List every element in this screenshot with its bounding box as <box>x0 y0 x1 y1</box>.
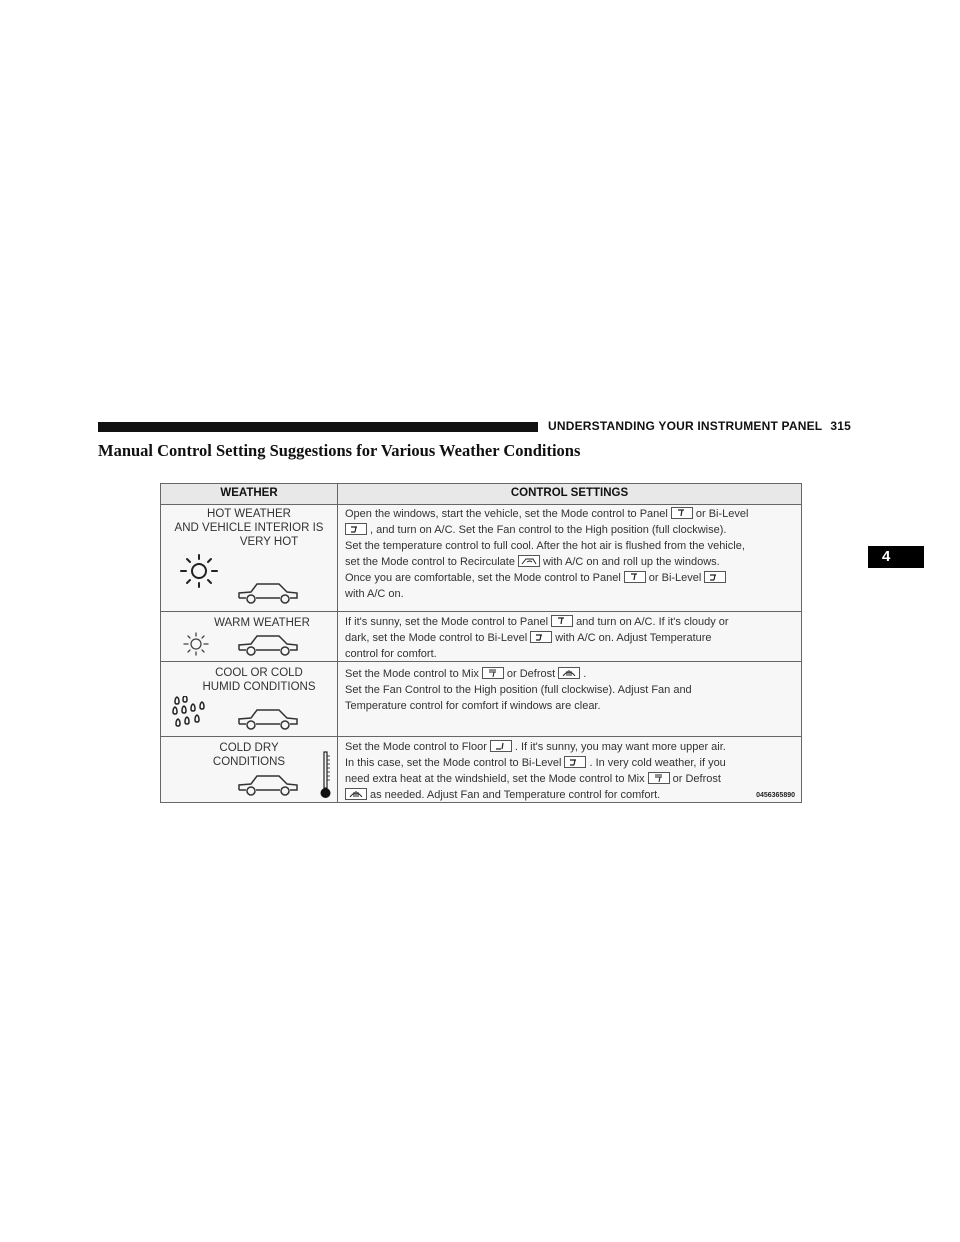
settings-hot: Open the windows, start the vehicle, set the Mode control to Panel or Bi-Level , and turn on A/C. Set the Fan control to the High position (full clockwise). Set the temperature control to full cool. After the hot air is flushed from the vehicle, set the Mode control to Recirculate with A/C on and roll up the windows. Once you are comfortable, set the Mode control to Panel or Bi-Level with A/C on. <box>345 508 749 600</box>
weather-label-hot: HOT WEATHER AND VEHICLE INTERIOR IS VERY HOT <box>174 508 324 548</box>
bilevel-mode-icon <box>345 523 367 535</box>
weather-column-header: WEATHER <box>220 487 278 499</box>
column-divider <box>337 484 338 802</box>
chapter-tab: 4 <box>868 546 924 568</box>
defrost-icon <box>558 667 580 679</box>
car-icon <box>235 772 301 798</box>
mix-mode-icon <box>482 667 504 679</box>
defrost-icon <box>345 788 367 800</box>
weather-label-cold-dry: COLD DRY CONDITIONS <box>212 742 286 768</box>
sun-icon <box>179 630 213 658</box>
weather-settings-figure <box>160 483 802 803</box>
row-divider <box>161 611 801 612</box>
figure-code: 0456365890 <box>756 792 795 799</box>
page-number: 315 <box>830 419 851 433</box>
weather-label-humid: COOL OR COLD HUMID CONDITIONS <box>202 667 316 693</box>
floor-mode-icon <box>490 740 512 752</box>
header-section: UNDERSTANDING YOUR INSTRUMENT PANEL <box>548 419 823 433</box>
panel-mode-icon <box>671 507 693 519</box>
sun-icon <box>175 552 227 592</box>
bilevel-mode-icon <box>564 756 586 768</box>
settings-warm: If it's sunny, set the Mode control to Panel and turn on A/C. If it's cloudy or dark, set the Mode control to Bi-Level with A/C on. Adjust Temperature control for comfort. <box>345 616 729 660</box>
settings-column-header: CONTROL SETTINGS <box>510 487 629 499</box>
panel-mode-icon <box>551 615 573 627</box>
weather-label-warm: WARM WEATHER <box>214 617 310 629</box>
thermometer-icon <box>319 750 333 800</box>
panel-mode-icon <box>624 571 646 583</box>
mix-mode-icon <box>648 772 670 784</box>
raindrops-icon <box>171 696 211 732</box>
car-icon <box>235 706 301 732</box>
car-icon <box>235 632 301 658</box>
settings-cold-dry: Set the Mode control to Floor . If it's sunny, you may want more upper air. In this case, set the Mode control to Bi-Level . In very cold weather, if you need extra heat at the windshield, set the Mode control to Mix or Defrost as needed. Adjust Fan and Temperature control for comfort. <box>345 741 726 801</box>
header-rule <box>98 422 538 432</box>
table-header <box>161 484 801 505</box>
bilevel-mode-icon <box>530 631 552 643</box>
running-header <box>548 419 851 433</box>
bilevel-mode-icon <box>704 571 726 583</box>
row-divider <box>161 736 801 737</box>
recirculate-icon <box>518 555 540 567</box>
section-title: Manual Control Setting Suggestions for Various Weather Conditions <box>98 441 581 460</box>
car-icon <box>235 580 301 606</box>
settings-humid: Set the Mode control to Mix or Defrost . Set the Fan Control to the High position (full clockwise). Adjust Fan and Temperature control for comfort if windows are clear. <box>345 668 692 712</box>
